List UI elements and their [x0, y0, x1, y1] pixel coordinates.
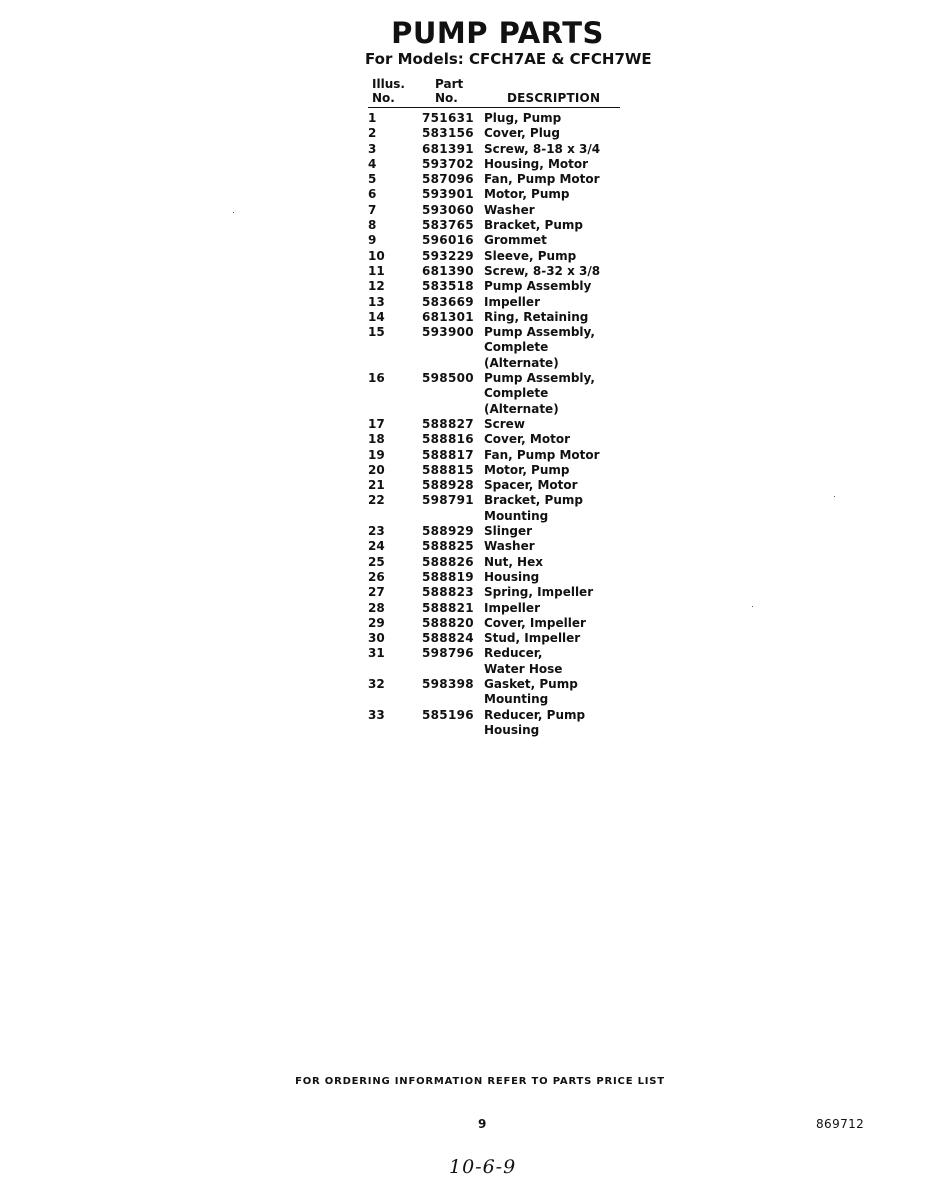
illus-number: 27 — [368, 585, 385, 600]
part-description: Grommet — [484, 233, 547, 248]
part-description: Reducer, Water Hose — [484, 646, 563, 676]
part-number: 587096 — [422, 172, 474, 187]
illus-number: 14 — [368, 309, 385, 324]
illus-number: 11 — [368, 263, 385, 278]
part-number: 596016 — [422, 233, 474, 248]
part-description: Reducer, Pump Housing — [484, 707, 586, 737]
part-number: 751631 — [422, 111, 474, 125]
table-row — [368, 371, 620, 417]
part-number: 681301 — [422, 309, 474, 324]
models-subtitle: For Models: CFCH7AE & CFCH7WE — [365, 50, 652, 68]
part-number: 681391 — [422, 141, 474, 156]
table-row — [368, 708, 620, 739]
part-description: Spring, Impeller — [484, 585, 594, 600]
part-description: Plug, Pump — [484, 111, 562, 125]
part-number: 593702 — [422, 156, 474, 171]
table-row — [368, 310, 620, 325]
table-row — [368, 677, 620, 708]
table-row — [368, 524, 620, 539]
part-number: 588823 — [422, 585, 474, 600]
part-number: 598398 — [422, 676, 474, 691]
part-description: Motor, Pump — [484, 187, 570, 202]
part-description: Impeller — [484, 294, 540, 309]
header-description-label: DESCRIPTION — [507, 91, 601, 105]
part-number: 588815 — [422, 462, 474, 477]
illus-number: 13 — [368, 294, 385, 309]
part-number: 583669 — [422, 294, 474, 309]
part-number: 583518 — [422, 279, 474, 294]
table-body — [368, 108, 620, 738]
part-number: 588819 — [422, 569, 474, 584]
table-row — [368, 601, 620, 616]
handwritten-date: 10-6-9 — [449, 1156, 517, 1178]
table-row — [368, 539, 620, 554]
table-row — [368, 432, 620, 447]
part-number: 585196 — [422, 707, 474, 722]
part-description: Washer — [484, 202, 535, 217]
table-row — [368, 249, 620, 264]
part-number: 588817 — [422, 447, 474, 462]
table-row — [368, 631, 620, 646]
illus-number: 24 — [368, 539, 385, 554]
illus-number: 4 — [368, 156, 377, 171]
scan-speck — [834, 496, 835, 497]
illus-number: 7 — [368, 202, 377, 217]
table-row — [368, 264, 620, 279]
part-description: Sleeve, Pump — [484, 248, 577, 263]
illus-number: 30 — [368, 631, 385, 646]
illus-number: 10 — [368, 248, 385, 263]
table-row — [368, 157, 620, 172]
part-number: 588825 — [422, 539, 474, 554]
table-row — [368, 570, 620, 585]
table-row — [368, 555, 620, 570]
part-description: Ring, Retaining — [484, 309, 589, 324]
part-description: Spacer, Motor — [484, 478, 578, 493]
part-description: Motor, Pump — [484, 462, 570, 477]
header-illus-no-label: No. — [372, 91, 395, 105]
illus-number: 22 — [368, 493, 385, 508]
part-number: 593229 — [422, 248, 474, 263]
table-row — [368, 233, 620, 248]
part-description: Housing — [484, 569, 540, 584]
ordering-info-note: FOR ORDERING INFORMATION REFER TO PARTS PRICE LIST — [295, 1076, 665, 1087]
illus-number: 26 — [368, 569, 385, 584]
table-row — [368, 218, 620, 233]
part-number: 588827 — [422, 416, 474, 431]
document-number: 869712 — [816, 1117, 865, 1131]
table-row — [368, 295, 620, 310]
part-description: Nut, Hex — [484, 554, 543, 569]
part-description: Screw, 8-18 x 3/4 — [484, 141, 601, 156]
illus-number: 31 — [368, 646, 385, 661]
part-description: Bracket, Pump Mounting — [484, 493, 583, 523]
illus-number: 20 — [368, 462, 385, 477]
part-description: Cover, Plug — [484, 126, 560, 141]
illus-number: 2 — [368, 126, 377, 141]
illus-number: 1 — [368, 111, 377, 125]
page-number: 9 — [478, 1117, 487, 1131]
illus-number: 9 — [368, 233, 377, 248]
illus-number: 25 — [368, 554, 385, 569]
part-number: 588821 — [422, 600, 474, 615]
part-description: Pump Assembly, Complete (Alternate) — [484, 371, 595, 416]
scan-speck — [233, 212, 234, 213]
illus-number: 8 — [368, 218, 377, 233]
part-number: 588816 — [422, 432, 474, 447]
table-row — [368, 126, 620, 141]
illus-number: 29 — [368, 615, 385, 630]
part-description: Washer — [484, 539, 535, 554]
scan-speck — [752, 606, 753, 607]
illus-number: 16 — [368, 371, 385, 386]
table-row — [368, 111, 620, 126]
illus-number: 28 — [368, 600, 385, 615]
illus-number: 5 — [368, 172, 377, 187]
table-row — [368, 417, 620, 432]
table-row — [368, 187, 620, 202]
illus-number: 32 — [368, 676, 385, 691]
part-description: Fan, Pump Motor — [484, 172, 600, 187]
part-number: 588929 — [422, 524, 474, 539]
part-description: Pump Assembly, Complete (Alternate) — [484, 325, 595, 370]
part-number: 593901 — [422, 187, 474, 202]
illus-number: 17 — [368, 416, 385, 431]
part-number: 588824 — [422, 631, 474, 646]
header-illus-label: Illus. — [372, 77, 405, 91]
illus-number: 18 — [368, 432, 385, 447]
table-row — [368, 142, 620, 157]
illus-number: 33 — [368, 707, 385, 722]
illus-number: 19 — [368, 447, 385, 462]
part-number: 583156 — [422, 126, 474, 141]
part-number: 598791 — [422, 493, 474, 508]
part-description: Stud, Impeller — [484, 631, 581, 646]
table-row — [368, 646, 620, 677]
part-number: 588826 — [422, 554, 474, 569]
part-number: 598796 — [422, 646, 474, 661]
part-number: 593900 — [422, 325, 474, 340]
part-number: 593060 — [422, 202, 474, 217]
part-description: Slinger — [484, 524, 533, 539]
part-number: 681390 — [422, 263, 474, 278]
part-number: 588820 — [422, 615, 474, 630]
table-row — [368, 478, 620, 493]
table-row — [368, 463, 620, 478]
table-row — [368, 616, 620, 631]
table-row — [368, 585, 620, 600]
parts-table — [368, 75, 620, 738]
part-description: Bracket, Pump — [484, 218, 583, 233]
page-title: PUMP PARTS — [391, 16, 604, 50]
part-number: 588928 — [422, 478, 474, 493]
header-part-no-label: No. — [435, 91, 458, 105]
table-row — [368, 325, 620, 371]
part-description: Screw — [484, 416, 525, 431]
part-description: Fan, Pump Motor — [484, 447, 600, 462]
table-row — [368, 448, 620, 463]
illus-number: 12 — [368, 279, 385, 294]
illus-number: 15 — [368, 325, 385, 340]
table-header — [368, 75, 620, 108]
table-row — [368, 172, 620, 187]
part-description: Cover, Impeller — [484, 615, 586, 630]
illus-number: 3 — [368, 141, 377, 156]
part-description: Pump Assembly — [484, 279, 592, 294]
table-row — [368, 203, 620, 218]
part-description: Cover, Motor — [484, 432, 570, 447]
part-number: 583765 — [422, 218, 474, 233]
illus-number: 23 — [368, 524, 385, 539]
part-description: Housing, Motor — [484, 156, 589, 171]
table-row — [368, 493, 620, 524]
header-part-label: Part — [435, 77, 464, 91]
illus-number: 6 — [368, 187, 377, 202]
part-description: Gasket, Pump Mounting — [484, 676, 578, 707]
illus-number: 21 — [368, 478, 385, 493]
table-row — [368, 279, 620, 294]
part-description: Screw, 8-32 x 3/8 — [484, 263, 601, 278]
part-number: 598500 — [422, 371, 474, 386]
part-description: Impeller — [484, 600, 540, 615]
